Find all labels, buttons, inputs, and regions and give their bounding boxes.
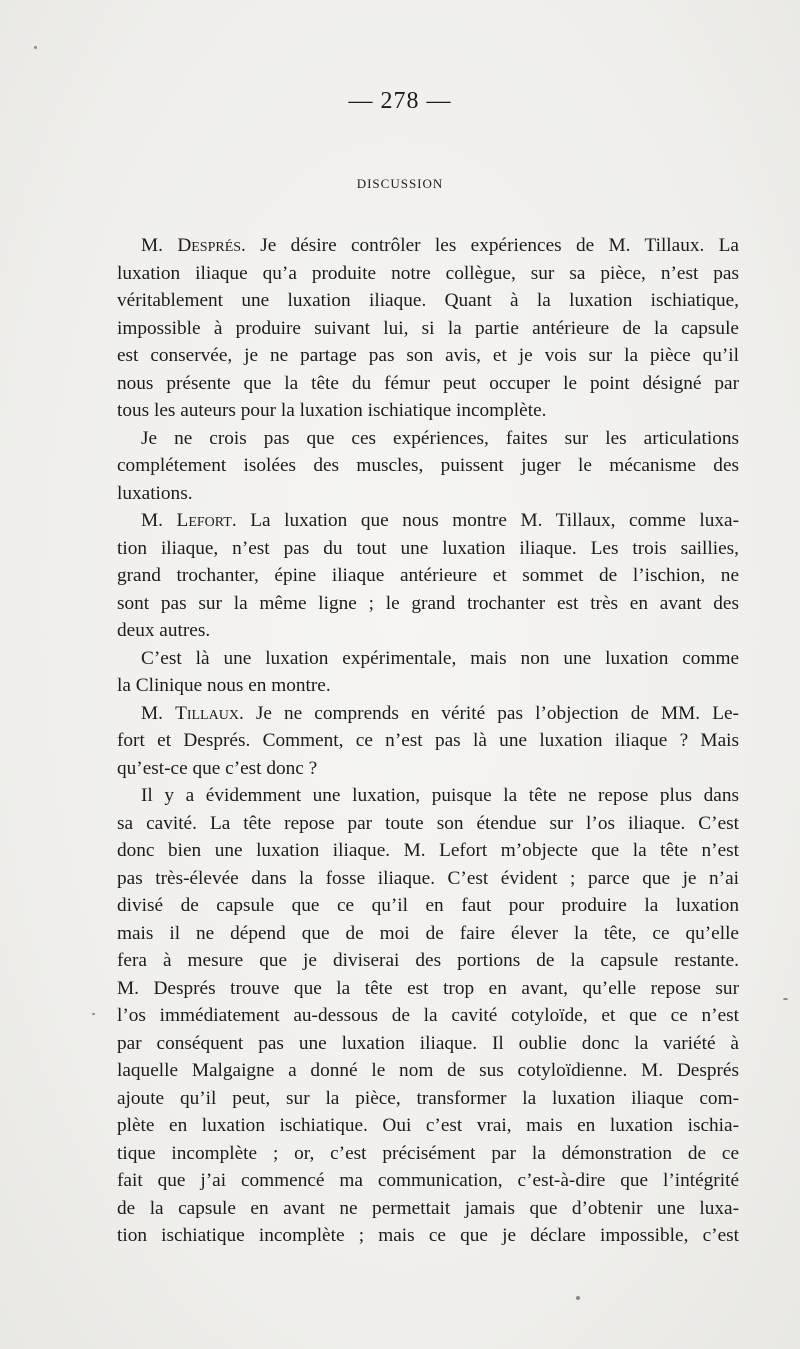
text-line: impossible à produire suivant lui, si la partie antérieure de la capsule: [117, 317, 739, 339]
text-line: l’os immédiatement au-dessous de la cavité cotyloïde, et que ce n’est: [117, 1005, 739, 1026]
text-line: qu’est-ce que c’est donc ?: [117, 757, 318, 779]
text-line: grand trochanter, épine iliaque antérieure et sommet de l’ischion, ne: [117, 565, 739, 586]
text-line: tous les auteurs pour la luxation ischiatique incomplète.: [117, 400, 547, 421]
text-line: mais il ne dépend que de moi de faire élever la tête, ce qu’elle: [117, 922, 739, 944]
text-line: pas très-élevée dans la fosse iliaque. C’est évident ; parce que je n’ai: [117, 867, 739, 889]
text-line: fera à mesure que je diviserai des portions de la capsule restante.: [117, 950, 739, 971]
paragraph-despres-continued: [117, 425, 739, 508]
text-line: C’est là une luxation expérimentale, mais non une luxation comme: [141, 647, 739, 669]
text-line: nous présente que la tête du fémur peut occuper le point désigné par: [117, 372, 739, 394]
text-line: tique incomplète ; or, c’est précisément par la démonstration de ce: [117, 1142, 739, 1164]
line-text: . Je désire contrôler les expériences de M. Tillaux. La: [241, 235, 739, 256]
page-number: — 278 —: [348, 88, 452, 114]
scan-speck: [576, 1296, 580, 1300]
scan-speck: [783, 998, 788, 1000]
text-line: [117, 507, 739, 535]
speaker-prefix: M.: [141, 235, 178, 256]
text-line: tion ischiatique incomplète ; mais ce que je déclare impossible, c’est: [117, 1225, 739, 1246]
text-line: luxations.: [117, 482, 193, 504]
line-text: . Je ne comprends en vérité pas l’objection de MM. Le-: [238, 702, 739, 724]
text-line: fort et Després. Comment, ce n’est pas là une luxation iliaque ? Mais: [117, 730, 739, 751]
text-line: Je ne crois pas que ces expériences, faites sur les articulations: [141, 427, 739, 449]
text-line: fait que j’ai commencé ma communication, c’est-à-dire que l’intégrité: [117, 1170, 739, 1191]
text-line: véritablement une luxation iliaque. Quant à la luxation ischiatique,: [117, 290, 739, 311]
paragraph-despres: [117, 232, 739, 425]
text-line: deux autres.: [117, 620, 211, 641]
body-text: [117, 232, 739, 1250]
scan-speck: [92, 1013, 95, 1015]
scan-speck: [34, 46, 37, 49]
speaker-prefix: M.: [141, 702, 176, 724]
text-line: divisé de capsule que ce qu’il en faut pour produire la luxation: [117, 895, 739, 916]
text-line: la Clinique nous en montre.: [117, 675, 331, 696]
text-line: sa cavité. La tête repose par toute son étendue sur l’os iliaque. C’est: [117, 812, 739, 834]
text-line: [117, 232, 739, 260]
speaker-name-despres: Després: [177, 235, 242, 256]
text-line: de la capsule en avant ne permettait jamais que d’obtenir une luxa-: [117, 1197, 739, 1219]
text-line: sont pas sur la même ligne ; le grand trochanter est très en avant des: [117, 592, 739, 614]
paragraph-lefort-continued: [117, 645, 739, 700]
paragraph-lefort: [117, 507, 739, 645]
paragraph-tillaux-continued: [117, 782, 739, 1250]
text-line: est conservée, je ne partage pas son avis, et je vois sur la pièce qu’il: [117, 345, 739, 366]
text-line: tion iliaque, n’est pas du tout une luxation iliaque. Les trois saillies,: [117, 537, 739, 559]
text-line: laquelle Malgaigne a donné le nom de sus cotyloïdienne. M. Després: [117, 1060, 739, 1081]
speaker-name-tillaux: Tillaux: [175, 702, 239, 724]
text-line: donc bien une luxation iliaque. M. Lefort m’objecte que la tête n’est: [117, 840, 739, 861]
section-heading: DISCUSSION: [356, 176, 444, 191]
text-line: [117, 700, 739, 728]
text-line: luxation iliaque qu’a produite notre collègue, sur sa pièce, n’est pas: [117, 262, 739, 284]
text-line: complétement isolées des muscles, puissent juger le mécanisme des: [117, 455, 739, 476]
paragraph-tillaux: [117, 700, 739, 783]
text-line: M. Després trouve que la tête est trop en avant, qu’elle repose sur: [117, 977, 739, 999]
speaker-prefix: M.: [141, 510, 177, 531]
line-text: . La luxation que nous montre M. Tillaux, comme luxa-: [231, 510, 739, 531]
text-line: ajoute qu’il peut, sur la pièce, transformer la luxation iliaque com-: [117, 1087, 739, 1109]
text-line: plète en luxation ischiatique. Oui c’est vrai, mais en luxation ischia-: [117, 1115, 739, 1136]
speaker-name-lefort: Lefort: [176, 510, 232, 531]
text-line: Il y a évidemment une luxation, puisque la tête ne repose plus dans: [141, 785, 739, 806]
text-line: par conséquent pas une luxation iliaque. Il oublie donc la variété à: [117, 1032, 739, 1054]
